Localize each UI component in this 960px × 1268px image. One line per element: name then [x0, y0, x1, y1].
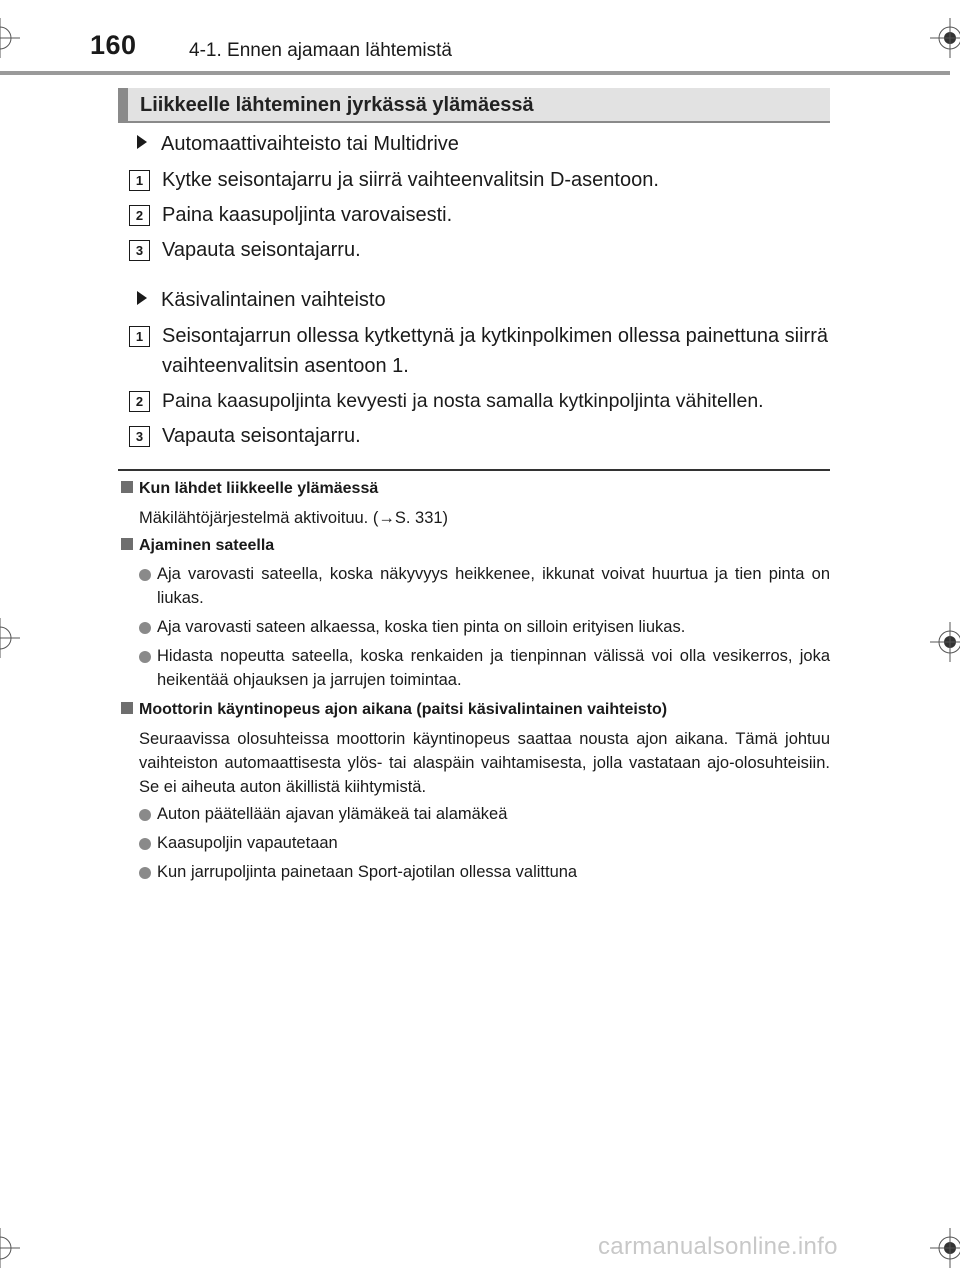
section-title-bar — [118, 88, 830, 123]
note-text-hill-start: Mäkilähtöjärjestelmä aktivoituu. (→S. 331) — [139, 509, 449, 527]
step-number-badge: 2 — [129, 391, 150, 412]
circle-bullet-icon — [139, 867, 151, 879]
circle-bullet-icon — [139, 569, 151, 581]
section-bar-accent — [118, 88, 128, 121]
note-heading-text: Moottorin käyntinopeus ajon aikana (paitsi käsivalintainen vaihteisto) — [139, 701, 668, 718]
section-title: Liikkeelle lähteminen jyrkässä ylämäessä — [140, 94, 534, 116]
step-number-badge: 3 — [129, 240, 150, 261]
section-divider — [118, 469, 830, 471]
note-text-engine-speed: Seuraavissa olosuhteissa moottorin käyntinopeus saattaa nousta ajon aikana. Tämä johtuu vaihteiston automaattisesta ylös- tai alaspäin vaihtamisesta, jolla vastataan ajo-olosuhteisiin. Se ei aiheuta auton äkillistä kiihtymistä. — [139, 730, 830, 796]
rain-bullet-1: Aja varovasti sateella, koska näkyvyys heikkenee, ikkunat voivat huurtua ja tien pinta on liukas. — [157, 565, 830, 607]
note-heading-text: Kun lähdet liikkeelle ylämäessä — [139, 480, 379, 497]
square-bullet-icon — [121, 702, 133, 714]
note-heading-hill-start — [121, 480, 378, 498]
square-bullet-icon — [121, 481, 133, 493]
square-bullet-icon — [121, 538, 133, 550]
rain-bullet-3: Hidasta nopeutta sateella, koska renkaiden ja tienpinnan välissä voi olla vesikerros, joka heikentää ohjauksen ja jarrujen toimintaa. — [157, 647, 830, 689]
registration-mark-top-right — [930, 18, 960, 58]
note-heading-text: Ajaminen sateella — [139, 537, 275, 554]
circle-bullet-icon — [139, 809, 151, 821]
automatic-step-3: Vapauta seisontajarru. — [162, 239, 361, 261]
step-number-badge: 1 — [129, 170, 150, 191]
watermark: carmanualsonline.info — [598, 1233, 838, 1260]
manual-step-1: Seisontajarrun ollessa kytkettynä ja kytkinpolkimen ollessa painettuna siirrä vaihteenvalitsin asentoon 1. — [162, 325, 828, 377]
registration-mark-bottom-left — [0, 1228, 20, 1268]
triangle-bullet-icon — [137, 135, 147, 149]
registration-mark-top-left — [0, 18, 20, 58]
step-number-badge: 3 — [129, 426, 150, 447]
manual-heading — [137, 289, 386, 312]
engine-bullet-1: Auton päätellään ajavan ylämäkeä tai alamäkeä — [157, 805, 508, 823]
circle-bullet-icon — [139, 622, 151, 634]
step-number-badge: 2 — [129, 205, 150, 226]
engine-bullet-3: Kun jarrupoljinta painetaan Sport-ajotilan ollessa valittuna — [157, 863, 578, 881]
triangle-bullet-icon — [137, 291, 147, 305]
header-rule — [0, 71, 950, 75]
automatic-step-2: Paina kaasupoljinta varovaisesti. — [162, 204, 453, 226]
circle-bullet-icon — [139, 651, 151, 663]
step-number-badge: 1 — [129, 326, 150, 347]
manual-step-2: Paina kaasupoljinta kevyesti ja nosta samalla kytkinpoljinta vähitellen. — [162, 390, 764, 412]
manual-heading-text: Käsivalintainen vaihteisto — [161, 289, 386, 311]
page-number: 160 — [90, 30, 137, 60]
registration-mark-mid-right — [930, 622, 960, 662]
circle-bullet-icon — [139, 838, 151, 850]
automatic-heading — [137, 133, 459, 156]
note-heading-engine-speed — [121, 701, 667, 719]
registration-mark-mid-left — [0, 618, 20, 658]
automatic-heading-text: Automaattivaihteisto tai Multidrive — [161, 133, 459, 155]
registration-mark-bottom-right — [930, 1228, 960, 1268]
manual-step-3: Vapauta seisontajarru. — [162, 425, 361, 447]
chapter-title: 4-1. Ennen ajamaan lähtemistä — [189, 40, 452, 61]
rain-bullet-2: Aja varovasti sateen alkaessa, koska tien pinta on silloin erityisen liukas. — [157, 618, 686, 636]
note-heading-rain — [121, 537, 274, 555]
engine-bullet-2: Kaasupoljin vapautetaan — [157, 834, 338, 852]
automatic-step-1: Kytke seisontajarru ja siirrä vaihteenvalitsin D-asentoon. — [162, 169, 659, 191]
